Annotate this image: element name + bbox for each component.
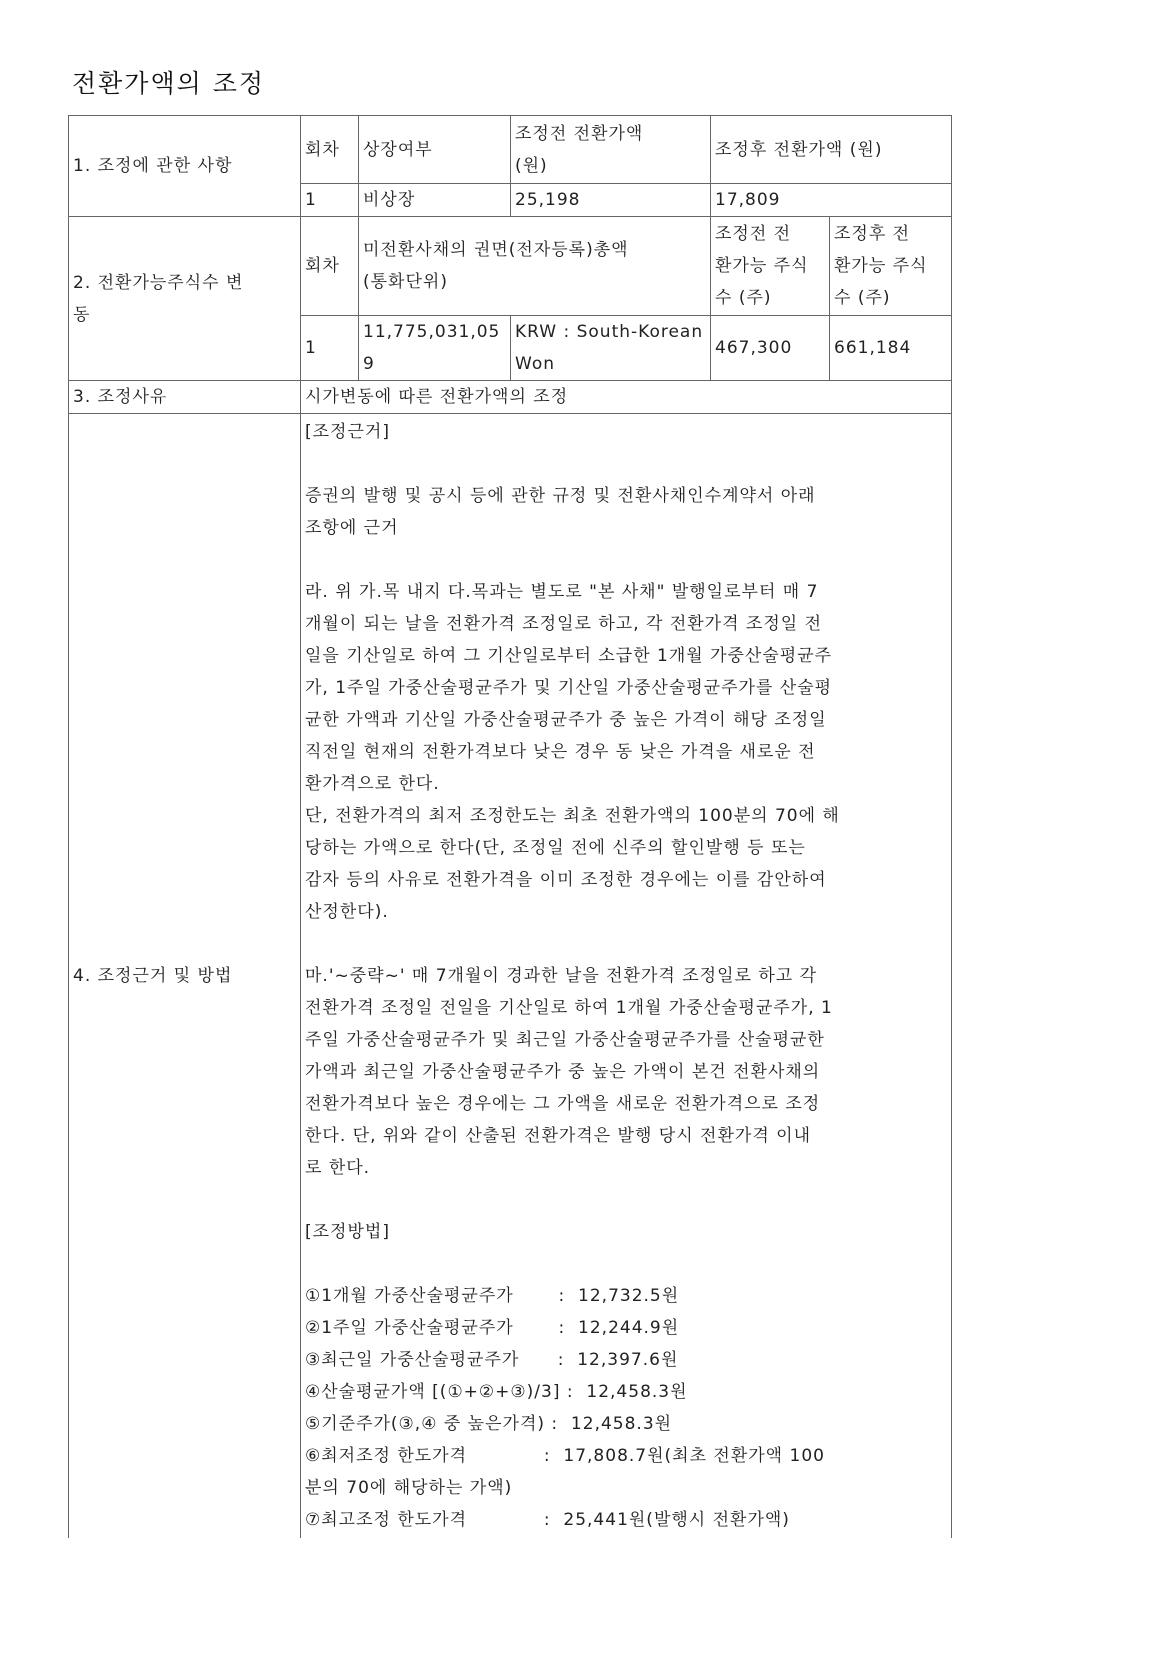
section1-round-value: 1 (301, 184, 359, 217)
section1-header-round: 회차 (301, 116, 359, 184)
section3-label: 3. 조정사유 (69, 381, 301, 414)
section1-header-price-before: 조정전 전환가액 (원) (511, 116, 711, 184)
section1-listing-value: 비상장 (359, 184, 511, 217)
section1-header-row (69, 116, 952, 184)
section1-header-price-after: 조정후 전환가액 (원) (711, 116, 952, 184)
section4-body: [조정근거] 증권의 발행 및 공시 등에 관한 규정 및 전환사채인수계약서 아래 조항에 근거 라. 위 가.목 내지 다.목과는 별도로 "본 사채" 발행일로부터 매 7 개월이 되는 날을 전환가격 조정일로 하고, 각 전환가격 조정일 전 일을 기산일로 하여 그 기산일로부터 소급한 1개월 가중산술평균주 가, 1주일 가중산술평균주가 및 기산일 가중산술평균주가를 산술평 균한 가액과 기산일 가중산술평균주가 중 높은 가격이 해당 조정일 직전일 현재의 전환가격보다 낮은 경우 동 낮은 가격을 새로운 전 환가격으로 한다. 단, 전환가격의 최저 조정한도는 최초 전환가액의 100분의 70에 해 당하는 가액으로 한다(단, 조정일 전에 신주의 할인발행 등 또는 감자 등의 사유로 전환가격을 이미 조정한 경우에는 이를 감안하여 산정한다). 마.'~중략~' 매 7개월이 경과한 날을 전환가격 조정일로 하고 각 전환가격 조정일 전일을 기산일로 하여 1개월 가중산술평균주가, 1 주일 가중산술평균주가 및 최근일 가중산술평균주가를 산술평균한 가액과 최근일 가중산술평균주가 중 높은 가액이 본건 전환사채의 전환가격보다 높은 경우에는 그 가액을 새로운 전환가격으로 조정 한다. 단, 위와 같이 산출된 전환가격은 발행 당시 전환가격 이내 로 한다. [조정방법] ①1개월 가중산술평균주가 : 12,732.5원 ②1주일 가중산술평균주가 : 12,244.9원 ③최근일 가중산술평균주가 : 12,397.6원 ④산술평균가액 [(①+②+③)/3] : 12,458.3원 ⑤기준주가(③,④ 중 높은가격) : 12,458.3원 ⑥최저조정 한도가격 : 17,808.7원(최초 전환가액 100 분의 70에 해당하는 가액) ⑦최고조정 한도가격 : 25,441원(발행시 전환가액) (301, 414, 952, 1538)
section2-header-unconverted-total: 미전환사채의 권면(전자등록)총액 (통화단위) (359, 217, 711, 316)
section2-label: 2. 전환가능주식수 변 동 (69, 217, 301, 381)
section3-value: 시가변동에 따른 전환가액의 조정 (301, 381, 952, 414)
section2-header-row (69, 217, 952, 316)
section2-header-shares-after: 조정후 전 환가능 주식 수 (주) (830, 217, 952, 316)
section2-amount-value: 11,775,031,059 (359, 316, 511, 381)
section2-shares-before-value: 467,300 (711, 316, 830, 381)
section4-row (69, 414, 952, 1538)
section2-header-round: 회차 (301, 217, 359, 316)
section3-row (69, 381, 952, 414)
section1-price-before-value: 25,198 (511, 184, 711, 217)
section1-label: 1. 조정에 관한 사항 (69, 116, 301, 217)
section1-header-listing: 상장여부 (359, 116, 511, 184)
section2-shares-after-value: 661,184 (830, 316, 952, 381)
section1-price-after-value: 17,809 (711, 184, 952, 217)
page-title: 전환가액의 조정 (72, 69, 265, 98)
section2-currency-value: KRW : South-Korean Won (511, 316, 711, 381)
section2-round-value: 1 (301, 316, 359, 381)
section2-header-shares-before: 조정전 전 환가능 주식 수 (주) (711, 217, 830, 316)
section4-label: 4. 조정근거 및 방법 (69, 414, 301, 1538)
disclosure-table (68, 115, 952, 1538)
